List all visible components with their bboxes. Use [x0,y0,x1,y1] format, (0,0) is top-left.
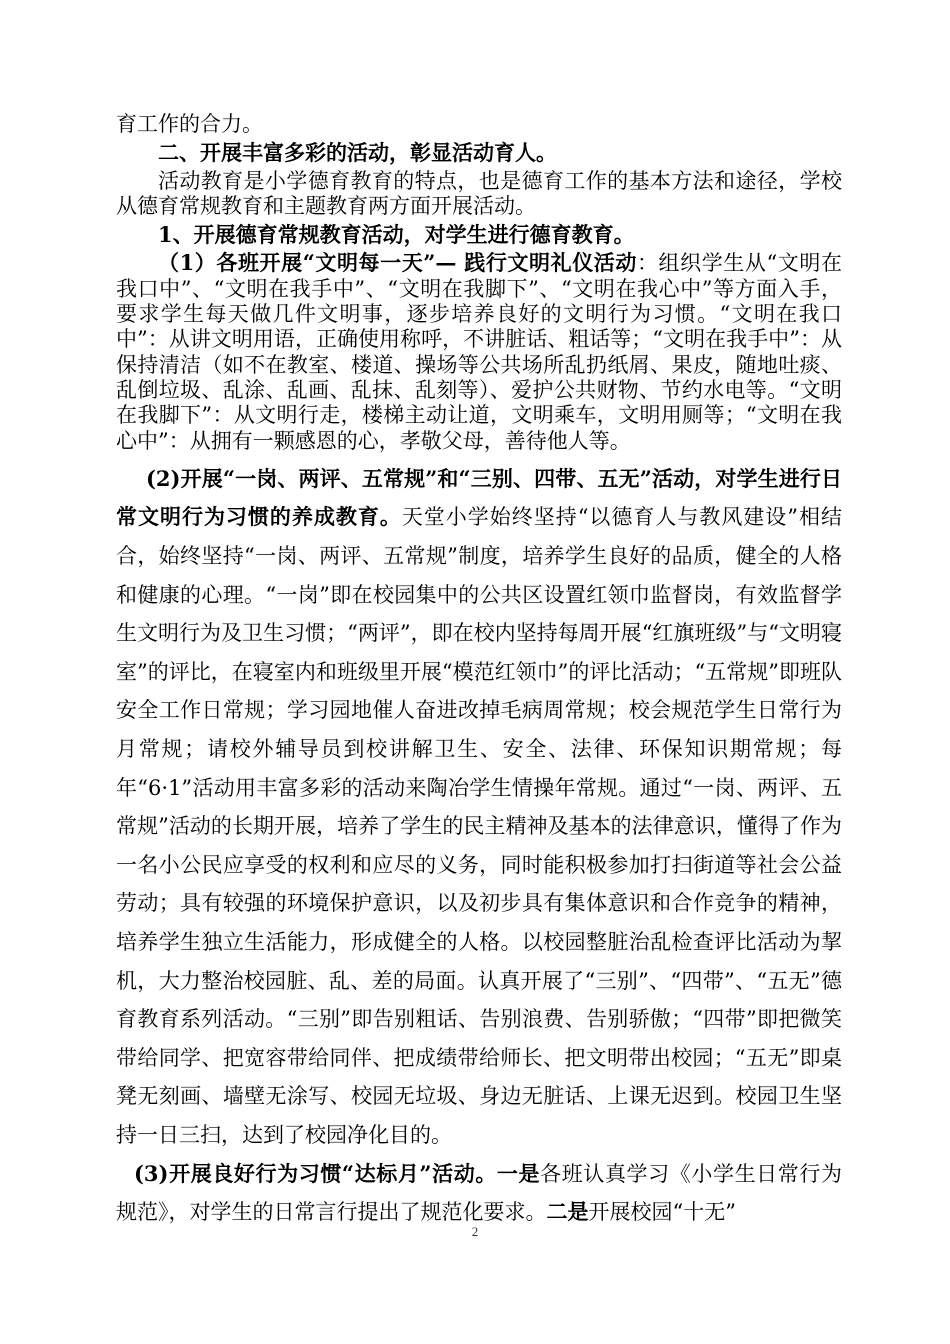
item-3-first-marker: 一是 [496,1160,541,1186]
item-2-paragraph [116,460,842,1155]
item-1-paragraph [116,250,842,453]
item-3-paragraph [116,1155,842,1232]
item-2-text: 天堂小学始终坚持“以德育人与教风建设”相结合，始终坚持“一岗、两评、五常规”制度，培养学生良好的品质，健全的人格和健康的心理。“一岗”即在校园集中的公共区设置红领巾监督岗，有效监督学生文明行为及卫生习惯；“两评”，即在校内坚持每周开展“红旗班级”与“文明寝室”的评比，在寝室内和班级里开展“模范红领巾”的评比活动；“五常规”即班队安全工作日常规；学习园地催人奋进改掉毛病周常规；校会规范学生日常行为月常规；请校外辅导员到校讲解卫生、安全、法律、环保知识期常规；每年“6·1”活动用丰富多彩的活动来陶冶学生情操年常规。通过“一岗、两评、五常规”活动的长期开展，培养了学生的民主精神及基本的法律意识，懂得了作为一名小公民应享受的权利和应尽的义务，同时能积极参加打扫街道等社会公益劳动；具有较强的环境保护意识，以及初步具有集体意识和合作竞争的精神，培养学生独立生活能力，形成健全的人格。以校园整脏治乱检查评比活动为挈机，大力整治校园脏、乱、差的局面。认真开展了“三别”、“四带”、“五无”德育教育系列活动。“三别”即告别粗话、告别浪费、告别骄傲；“四带”即把微笑带给同学、把宽容带给同伴、把成绩带给师长、把文明带出校园；“五无”即桌凳无刻画、墙壁无涂写、校园无垃圾、身边无脏话、上课无迟到。校园卫生坚持一日三扫，达到了校园净化目的。 [116,505,842,1147]
continuation-text: 育工作的合力。 [116,112,263,136]
page-number: 2 [471,1224,479,1239]
item-1-text: ：组织学生从“文明在我口中”、“文明在我手中”、“文明在我脚下”、“文明在我心中”等方面入手，要求学生每天做几件文明事，逐步培养良好的文明行为习惯。“文明在我口中”：从讲文明用语，正确使用称呼，不讲脏话、粗话等；“文明在我手中”：从保持清洁（如不在教室、楼道、操场等公共场所乱扔纸屑、果皮，随地吐痰、乱倒垃圾、乱涂、乱画、乱抹、乱刻等）、爱护公共财物、节约水电等。“文明在我脚下”：从文明行走，楼梯主动让道，文明乘车，文明用厕等；“文明在我心中”：从拥有一颗感恩的心，孝敬父母，善待他人等。 [116,251,842,453]
item-3-second-text: 开展校园“十无” [588,1200,736,1225]
intro-paragraph [116,169,842,220]
intro-text: 活动教育是小学德育教育的特点，也是德育工作的基本方法和途径，学校从德育常规教育和主题教育两方面开展活动。 [116,168,842,218]
item-3-first-text: 各班认真学习《小学生日常行为规范》，对学生的日常言行提出了规范化要求。 [116,1161,842,1225]
item-3-lead: (3)开展良好行为习惯“达标月”活动。 [134,1160,497,1186]
item-2-lead: (2)开展“一岗、两评、五常规”和“三别、四带、五无”活动，对学生进行日常文明行为习惯的养成教育。 [116,465,842,530]
subheading-text: 1、开展德育常规教育活动，对学生进行德育教育。 [158,222,635,248]
section-heading-text: 二、开展丰富多彩的活动，彰显活动育人。 [158,140,557,166]
item-1-lead: （1）各班开展“文明每一天”— 践行文明礼仪活动 [158,250,637,276]
section-heading-2 [116,140,842,165]
document-body [116,112,842,1232]
subheading-1 [116,222,842,247]
item-3-second-marker: 二是 [546,1199,589,1225]
paragraph-continuation [116,112,842,137]
